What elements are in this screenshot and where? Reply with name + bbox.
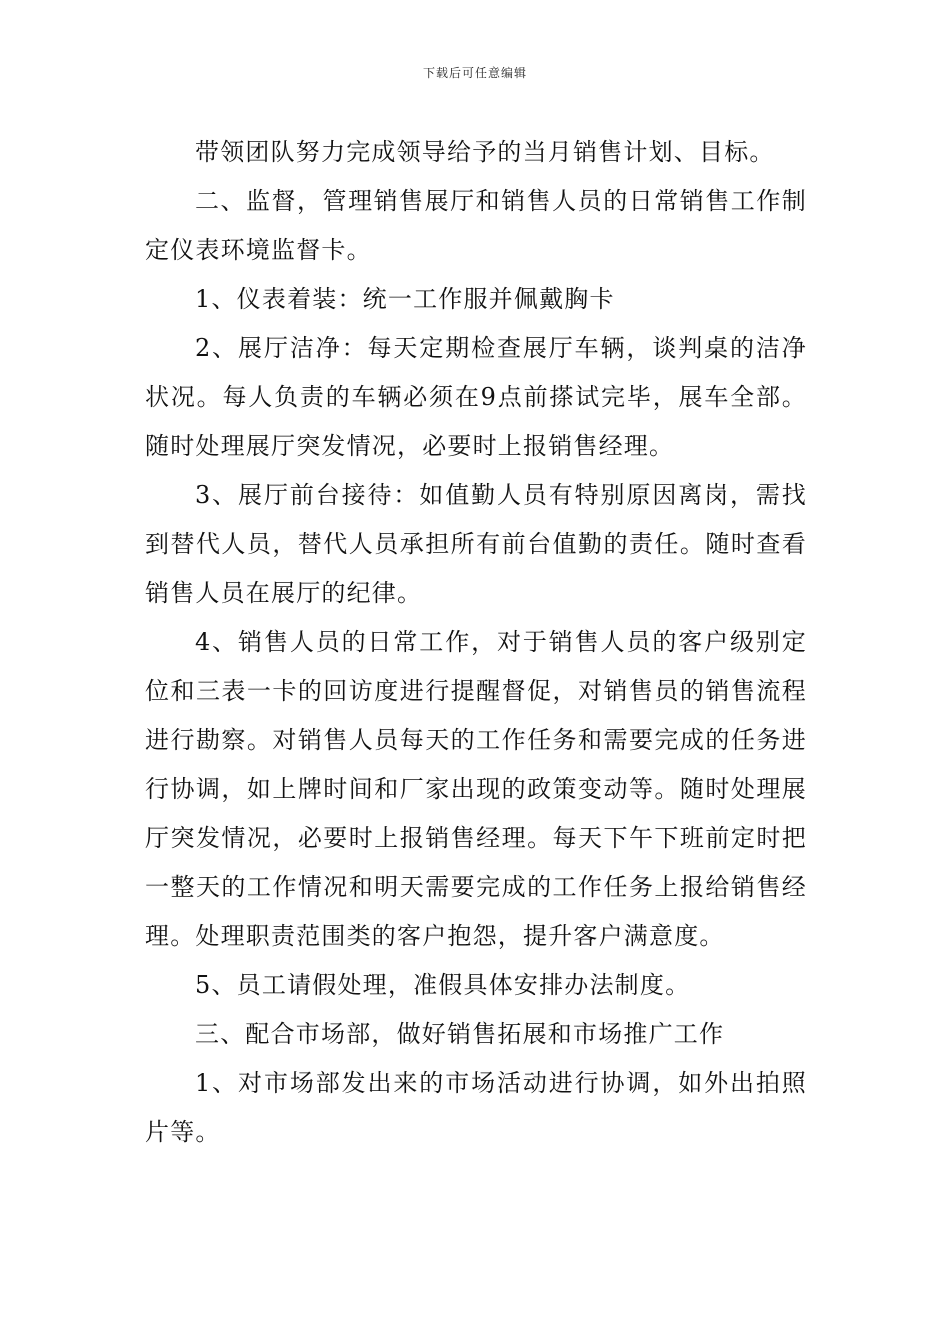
document-body xyxy=(145,128,807,1157)
paragraph-market-activities: 1、对市场部发出来的市场活动进行协调，如外出拍照片等。 xyxy=(145,1069,807,1146)
paragraph-front-desk: 3、展厅前台接待：如值勤人员有特别原因离岗，需找到替代人员，替代人员承担所有前台值勤的责任。随时查看销售人员在展厅的纪律。 xyxy=(145,481,807,607)
paragraph-daily-work: 4、销售人员的日常工作，对于销售人员的客户级别定位和三表一卡的回访度进行提醒督促，对销售员的销售流程进行勘察。对销售人员每天的工作任务和需要完成的任务进行协调，如上牌时间和厂家出现的政策变动等。随时处理展厅突发情况，必要时上报销售经理。每天下午下班前定时把一整天的工作情况和明天需要完成的工作任务上报给销售经理。处理职责范围类的客户抱怨，提升客户满意度。 xyxy=(145,628,807,950)
paragraph-sales-target: 带领团队努力完成领导给予的当月销售计划、目标。 xyxy=(195,138,775,166)
section-heading-supervise: 二、监督，管理销售展厅和销售人员的日常销售工作制定仪表环境监督卡。 xyxy=(145,187,807,264)
page-header-note: 下载后可任意编辑 xyxy=(422,66,527,80)
paragraph-leave-handling: 5、员工请假处理，准假具体安排办法制度。 xyxy=(195,971,691,999)
paragraph-dress-code: 1、仪表着装：统一工作服并佩戴胸卡 xyxy=(195,285,615,313)
paragraph-showroom-clean: 2、展厅洁净：每天定期检查展厅车辆，谈判桌的洁净状况。每人负责的车辆必须在9点前搽试完毕，展车全部。随时处理展厅突发情况，必要时上报销售经理。 xyxy=(145,334,807,460)
section-heading-marketing: 三、配合市场部，做好销售拓展和市场推广工作 xyxy=(195,1020,725,1048)
